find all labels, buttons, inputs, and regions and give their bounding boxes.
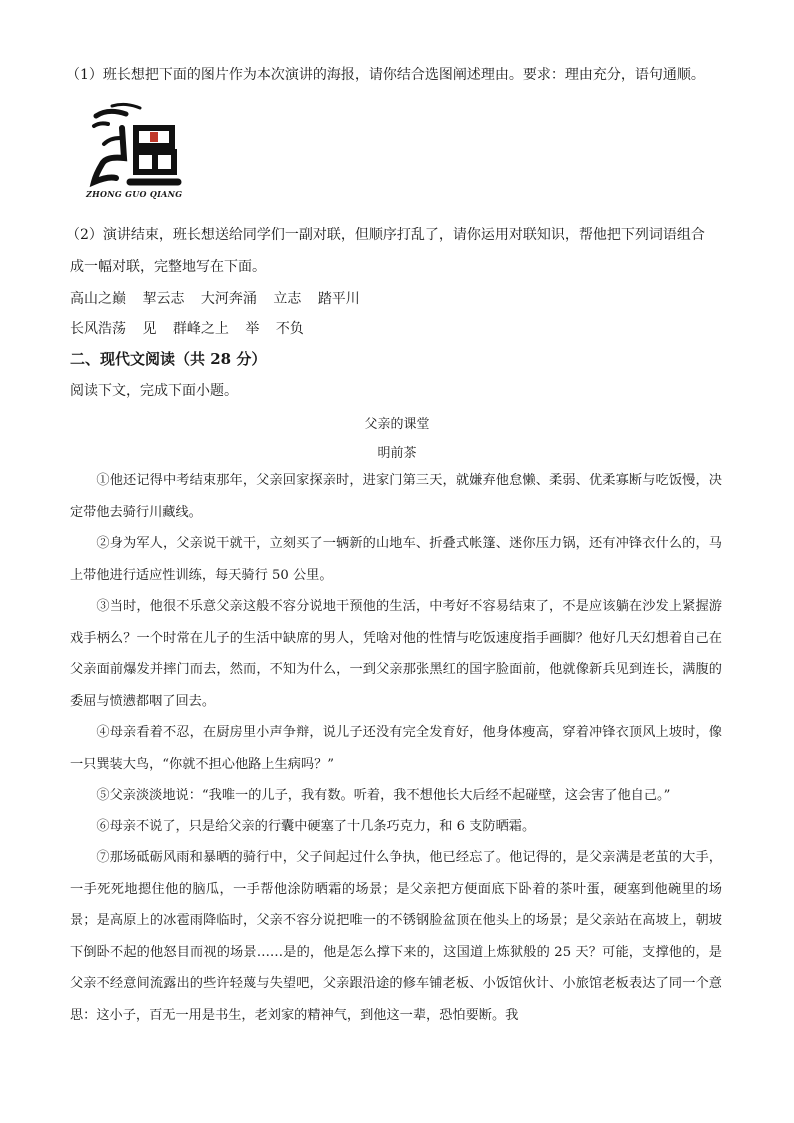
couplet-words-row-2 xyxy=(70,318,316,338)
word: 长风浩荡 xyxy=(70,321,126,337)
word: 群峰之上 xyxy=(172,321,229,337)
word: 高山之巅 xyxy=(70,291,126,307)
paragraph-3: ③当时，他很不乐意父亲这般不容分说地干预他的生活，中考好不容易结束了，不是应该躺在沙发上紧握游戏手柄么？一个时常在儿子的生活中缺席的男人，凭啥对他的性情与吃饭速度指手画脚？他好几天幻想着自己在父亲面前爆发并摔门而去，然而，不知为什么，一到父亲那张黑红的国字脸面前，他就像新兵见到连长，满腹的委屈与愤懑都咽了回去。 xyxy=(70,599,722,709)
word: 踏平川 xyxy=(317,291,360,307)
question-2-prompt-line2: 成一幅对联，完整地写在下面。 xyxy=(70,259,266,275)
word: 挈云志 xyxy=(142,291,185,307)
word: 举 xyxy=(245,321,260,337)
paragraph-2: ②身为军人，父亲说干就干，立刻买了一辆新的山地车、折叠式帐篷、迷你压力锅，还有冲锋衣什么的，马上带他进行适应性训练，每天骑行 50 公里。 xyxy=(70,536,722,583)
section-title: 二、现代文阅读（共 28 分） xyxy=(70,350,267,368)
paragraph-7: ⑦那场砥砺风雨和暴晒的骑行中，父子间起过什么争执，他已经忘了。他记得的，是父亲满是老茧的大手，一手死死地摁住他的脑瓜，一手帮他涂防晒霜的场景；是父亲把方便面底下卧着的茶叶蛋，硬塞到他碗里的场景；是高原上的冰雹雨降临时，父亲不容分说把唯一的不锈钢脸盆顶在他头上的场景；是父亲站在高坡上，朝坡下倒卧不起的他怒目而视的场景……是的，他是怎么撑下来的，这国道上炼狱般的 25 天？可能，支撑他的，是父亲不经意间流露出的些许轻蔑与失望吧，父亲跟沿途的修车铺老板、小饭馆伙计、小旅馆老板表达了同一个意思：这小子，百无一用是书生，老刘家的精神气，到他这一辈，恐怕要断。我 xyxy=(70,850,722,1023)
question-2-prompt-line1: （2）演讲结束，班长想送给同学们一副对联，但顺序打乱了，请你运用对联知识，帮他把下列词语组合 xyxy=(66,227,705,243)
paragraph-6: ⑥母亲不说了，只是给父亲的行囊中硬塞了十几条巧克力，和 6 支防晒霜。 xyxy=(96,819,536,834)
paragraph-1: ①他还记得中考结束那年，父亲回家探亲时，进家门第三天，就嫌弃他怠懒、柔弱、优柔寡断与吃饭慢，决定带他去骑行川藏线。 xyxy=(70,473,722,520)
word: 不负 xyxy=(275,321,304,337)
article-author: 明前茶 xyxy=(377,446,417,461)
paragraph-5: ⑤父亲淡淡地说：“我唯一的儿子，我有数。听着，我不想他长大后经不起碰壁，这会害了他自己。” xyxy=(96,788,671,803)
word: 大河奔涌 xyxy=(200,291,257,307)
paragraph-4: ④母亲看着不忍，在厨房里小声争辩，说儿子还没有完全发育好，他身体瘦高，穿着冲锋衣顶风上坡时，像一只巽装大鸟，“你就不担心他路上生病吗？” xyxy=(70,725,722,772)
couplet-words-row-1 xyxy=(70,288,372,308)
reading-instruction: 阅读下文，完成下面小题。 xyxy=(70,383,238,399)
logo-caption: ZHONG GUO QIANG xyxy=(86,189,183,199)
word: 立志 xyxy=(273,291,302,307)
question-1-prompt: （1）班长想把下面的图片作为本次演讲的海报，请你结合选图阐述理由。要求：理由充分，语句通顺。 xyxy=(66,67,705,83)
word: 见 xyxy=(142,321,157,337)
article-title: 父亲的课堂 xyxy=(364,417,430,432)
zhongguoqiang-calligraphy-logo xyxy=(86,98,192,200)
